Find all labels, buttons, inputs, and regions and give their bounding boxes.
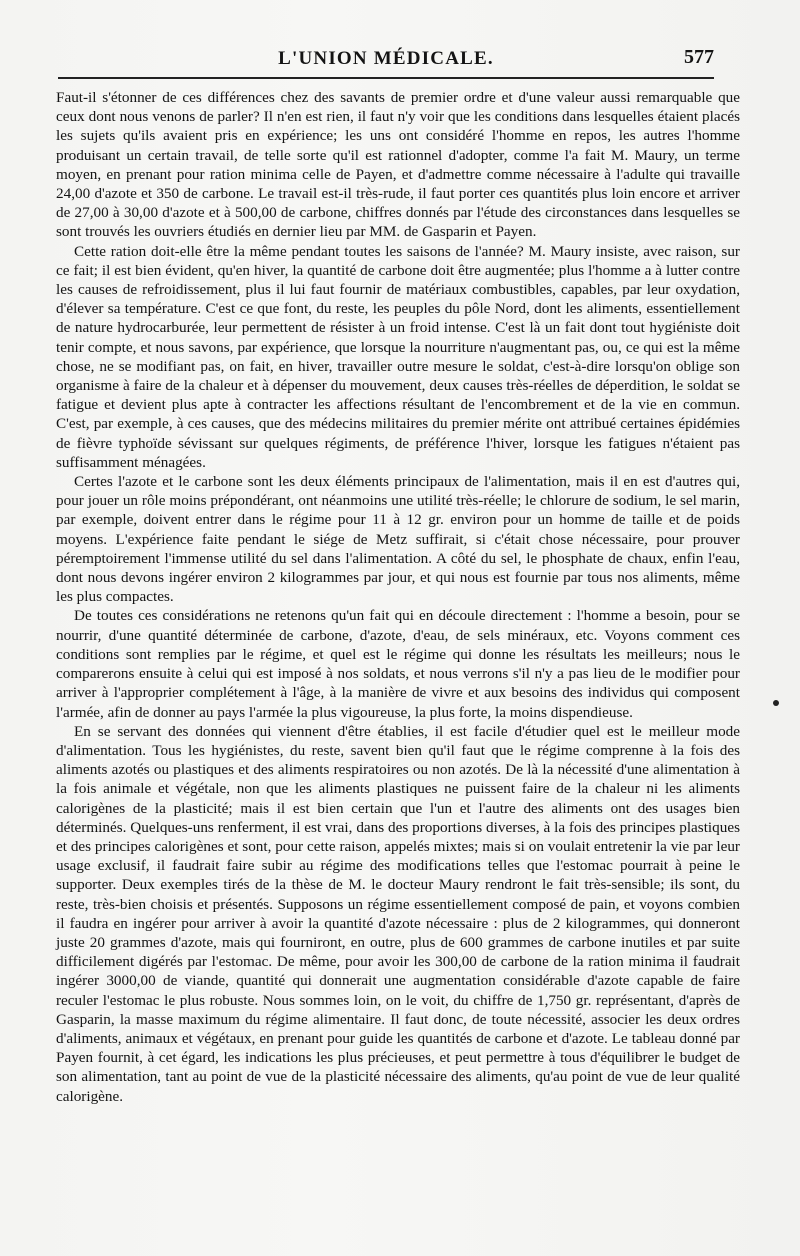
paragraph-5: En se servant des données qui viennent d'être établies, il est facile d'étudier quel est le meilleur mode d'alimentation. Tous les hygiénistes, du reste, savent bien qu'il faut que le régime comprenne à la fois des aliments azotés ou plastiques et des aliments respiratoires ou non azotés. De là la nécessité d'une alimentation à la fois animale et végétale, non que les aliments plastiques ne puissent faire de la chaleur ni les aliments calorigènes de la plasticité; mais il est bien certain que l'un et l'autre des aliments ont des usages bien déterminés. Quelques-uns renferment, il est vrai, dans des proportions diverses, à la fois des principes plastiques et des principes calorigènes et sont, pour cette raison, appelés mixtes; mais si on voulait entretenir la vie par leur usage exclusif, il faudrait faire subir au régime des modifications telles que l'estomac pourrait à peine le supporter. Deux exemples tirés de la thèse de M. le docteur Maury rendront le fait très-sensible; ils sont, du reste, très-bien choisis et présentés. Supposons un régime essentiellement composé de pain, et voyons combien il faudra en ingérer pour arriver à avoir la quantité d'azote nécessaire : plus de 2 kilogrammes, qui donneront juste 20 grammes d'azote, mais qui fourniront, en outre, plus de 600 grammes de carbone inutiles et par suite difficilement digérés par l'estomac. De même, pour avoir les 300,00 de carbone de la ration minima il faudrait ingérer 3000,00 de viande, quantité qui donnerait une augmentation considérable d'azote capable de faire reculer l'estomac le plus robuste. Nous sommes loin, on le voit, du chiffre de 1,750 gr. représentant, d'après de Gasparin, la masse maximum du régime alimentaire. Il faut donc, de toute nécessité, associer les deux ordres d'aliments, animaux et végétaux, en prenant pour guide les quantités de carbone et d'azote. Le tableau donné par Payen fournit, à cet égard, les indications les plus précieuses, et peut permettre à tous d'équilibrer le budget de son alimentation, tant au point de vue de la plasticité nécessaire des aliments, qu'au point de vue de leur qualité calorigène. (56, 722, 740, 1105)
paragraph-2: Cette ration doit-elle être la même pendant toutes les saisons de l'année? M. Maury insiste, avec raison, sur ce fait; il est bien évident, qu'en hiver, la quantité de carbone doit être augmentée; plus l'homme a à lutter contre les causes de refroidissement, plus il lui faut fournir de matériaux combustibles, capables, par leur oxydation, d'élever sa température. C'est ce que font, du reste, les peuples du pôle Nord, dont les aliments, essentiellement de nature hydrocarburée, leur permettent de résister à un froid intense. C'est là un fait dont tout hygiéniste doit tenir compte, et nous savons, par expérience, que lorsque la nourriture n'augmentant pas, ou, ce qui est la même chose, ne se modifiant pas, on fait, en hiver, travailler outre mesure le soldat, c'est-à-dire lorsqu'on oblige son organisme à faire de la chaleur et à dépenser du mouvement, deux causes très-réelles de déperdition, le soldat se fatigue et devient plus apte à contracter les affections résultant de l'encombrement et de la vie en commun. C'est, par exemple, à ces causes, que des médecins militaires du premier mérite ont attribué certaines épidémies de fièvre typhoïde sévissant sur quelques régiments, de préférence l'hiver, lorsque les fatigues n'étaient pas suffisamment ménagées. (56, 242, 740, 471)
header-rule (58, 77, 714, 79)
page-header (58, 46, 714, 76)
body-text (56, 88, 740, 1106)
paragraph-4: De toutes ces considérations ne retenons qu'un fait qui en découle directement : l'homme a besoin, pour se nourrir, d'une quantité déterminée de carbone, d'azote, d'eau, de sels minéraux, etc. Voyons comment ces conditions sont remplies par le régime, et quel est le régime qui donne les résultats les meilleurs; nous le comparerons ensuite à celui qui est imposé à nos soldats, et nous verrons s'il n'y a pas lieu de le modifier pour arriver à l'approprier complétement à l'âge, à la manière de vivre et aux besoins des individus qui composent l'armée, afin de donner au pays l'armée la plus vigoureuse, la plus forte, la moins dispendieuse. (56, 607, 740, 721)
running-title: L'UNION MÉDICALE. (278, 48, 494, 69)
paragraph-1: Faut-il s'étonner de ces différences chez des savants de premier ordre et d'une valeur aussi remarquable que ceux dont nous venons de parler? Il n'en est rien, il faut n'y voir que les conditions dans lesquelles étaient placés les sujets qu'ils avaient pris en expérience; les uns ont considéré l'homme en repos, les autres l'homme produisant un certain travail, de telle sorte qu'il est rationnel d'adopter, comme l'a fait M. Maury, un terme moyen, en prenant pour ration minima celle de Payen, et d'admettre comme nécessaire à l'adulte qui travaille 24,00 d'azote et 350 de carbone. Le travail est-il très-rude, il faut porter ces quantités plus loin encore et arriver de 27,00 à 30,00 d'azote et à 500,00 de carbone, chiffres donnés par l'étude des circonstances dans lesquelles se sont trouvés les ouvriers étudiés en dernier lieu par MM. de Gasparin et Payen. (56, 89, 740, 241)
paragraph-3: Certes l'azote et le carbone sont les deux éléments principaux de l'alimentation, mais il en est d'autres qui, pour jouer un rôle moins prépondérant, ont néanmoins une utilité très-réelle; le chlorure de sodium, le sel marin, par exemple, doivent entrer dans le régime pour 11 à 12 gr. environ pour un homme de taille et de poids moyens. L'expérience faite pendant le siége de Metz suffirait, si c'était chose nécessaire, pour prouver péremptoirement l'immense utilité du sel dans l'alimentation. A côté du sel, le phosphate de chaux, enfin l'eau, dont nous devons ingérer environ 2 kilogrammes par jour, et qui nous est fournie par tous nos aliments, même les plus compactes. (56, 473, 740, 606)
margin-mark (773, 700, 779, 706)
page-number: 577 (684, 46, 714, 68)
